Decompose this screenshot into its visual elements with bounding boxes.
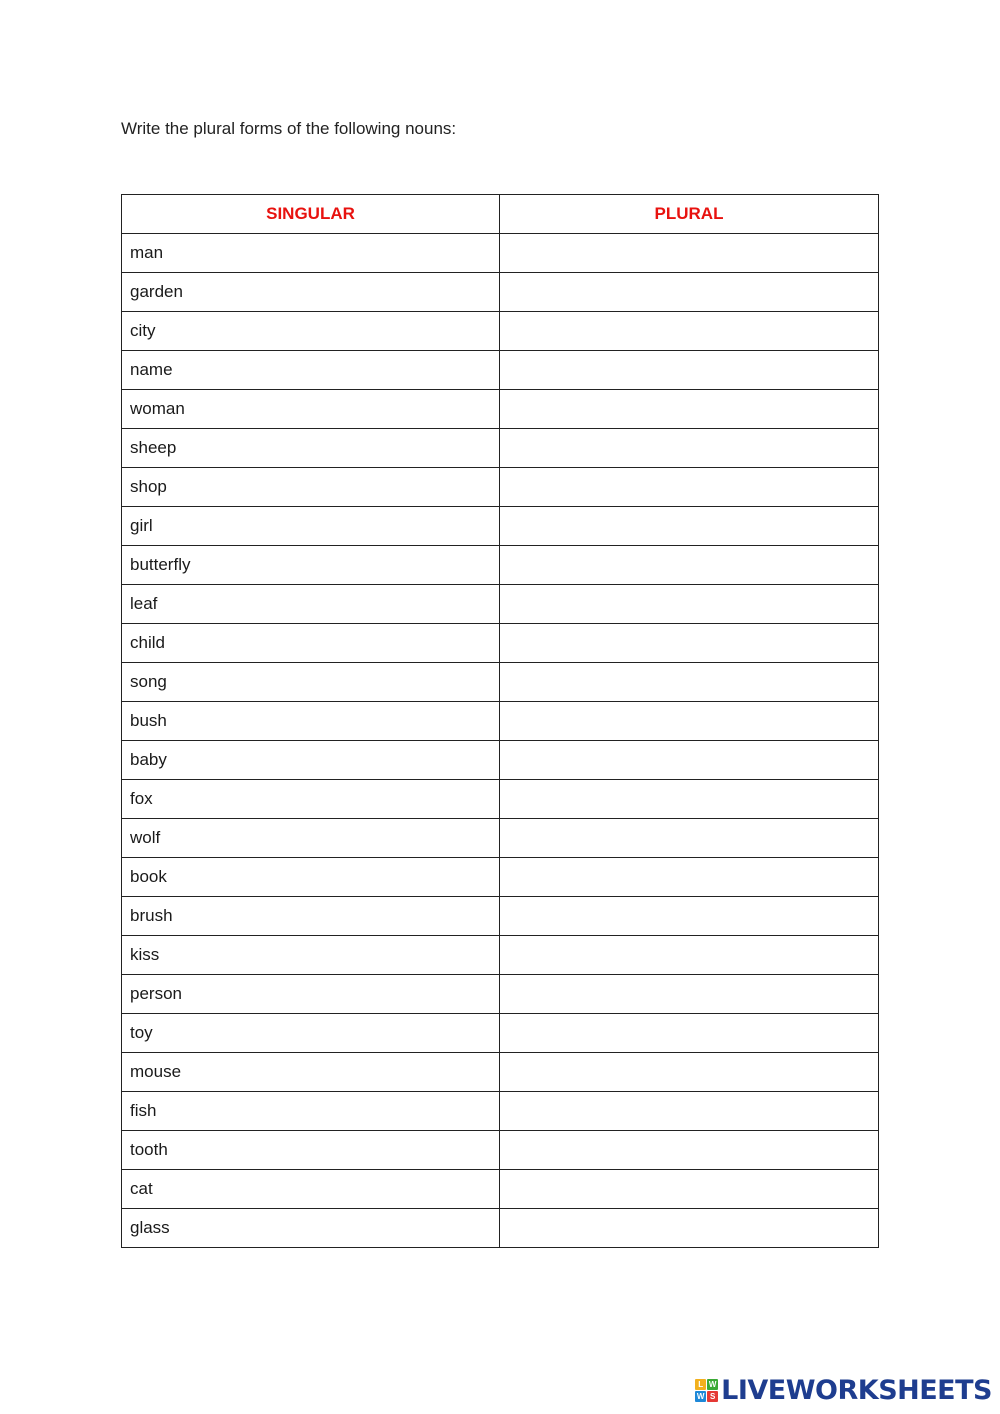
table-row	[122, 741, 879, 780]
plural-answer-field[interactable]	[500, 234, 879, 273]
plural-answer-field[interactable]	[500, 507, 879, 546]
plural-answer-field[interactable]	[500, 897, 879, 936]
table-row	[122, 585, 879, 624]
singular-word: mouse	[122, 1053, 500, 1092]
singular-word: person	[122, 975, 500, 1014]
table-row	[122, 858, 879, 897]
plural-answer-field[interactable]	[500, 1209, 879, 1248]
table-row	[122, 663, 879, 702]
plural-answer-field[interactable]	[500, 1053, 879, 1092]
logo-tile: W	[696, 1392, 705, 1401]
table-row	[122, 273, 879, 312]
singular-word: leaf	[122, 585, 500, 624]
brand-name: LIVEWORKSHEETS	[721, 1375, 992, 1406]
plural-answer-field[interactable]	[500, 624, 879, 663]
plural-answer-field[interactable]	[500, 663, 879, 702]
singular-word: baby	[122, 741, 500, 780]
plural-answer-field[interactable]	[500, 468, 879, 507]
plural-answer-field[interactable]	[500, 702, 879, 741]
singular-word: name	[122, 351, 500, 390]
singular-word: butterfly	[122, 546, 500, 585]
instruction-text: Write the plural forms of the following nouns:	[121, 119, 457, 138]
plural-answer-field[interactable]	[500, 780, 879, 819]
table-row	[122, 780, 879, 819]
singular-word: glass	[122, 1209, 500, 1248]
logo-tile: L	[695, 1379, 706, 1390]
singular-word: book	[122, 858, 500, 897]
table-row	[122, 936, 879, 975]
plural-answer-field[interactable]	[500, 273, 879, 312]
table-row	[122, 1092, 879, 1131]
liveworksheets-logo-icon	[695, 1379, 718, 1402]
singular-word: woman	[122, 390, 500, 429]
singular-word: fish	[122, 1092, 500, 1131]
singular-word: girl	[122, 507, 500, 546]
table-row	[122, 390, 879, 429]
plural-answer-field[interactable]	[500, 1014, 879, 1053]
singular-word: cat	[122, 1170, 500, 1209]
table-row	[122, 507, 879, 546]
table-row	[122, 975, 879, 1014]
plural-answer-field[interactable]	[500, 429, 879, 468]
table-row	[122, 1131, 879, 1170]
singular-word: wolf	[122, 819, 500, 858]
plural-answer-field[interactable]	[500, 1092, 879, 1131]
singular-word: garden	[122, 273, 500, 312]
singular-word: song	[122, 663, 500, 702]
table-row	[122, 819, 879, 858]
plural-answer-field[interactable]	[500, 741, 879, 780]
singular-word: man	[122, 234, 500, 273]
plural-answer-field[interactable]	[500, 1170, 879, 1209]
logo-tile: W	[708, 1380, 717, 1389]
logo-tile: S	[707, 1391, 718, 1402]
plural-answer-field[interactable]	[500, 819, 879, 858]
table-row	[122, 234, 879, 273]
table-row	[122, 897, 879, 936]
singular-word: sheep	[122, 429, 500, 468]
plural-answer-field[interactable]	[500, 390, 879, 429]
table-row	[122, 312, 879, 351]
plural-header: PLURAL	[500, 195, 879, 234]
singular-word: toy	[122, 1014, 500, 1053]
plural-answer-field[interactable]	[500, 858, 879, 897]
singular-word: city	[122, 312, 500, 351]
plural-answer-field[interactable]	[500, 1131, 879, 1170]
table-row	[122, 1053, 879, 1092]
plural-table	[121, 194, 879, 1248]
singular-word: shop	[122, 468, 500, 507]
table-header-row	[122, 195, 879, 234]
singular-header: SINGULAR	[122, 195, 500, 234]
liveworksheets-brand	[695, 1375, 992, 1406]
plural-answer-field[interactable]	[500, 975, 879, 1014]
plural-answer-field[interactable]	[500, 585, 879, 624]
singular-word: bush	[122, 702, 500, 741]
plural-answer-field[interactable]	[500, 312, 879, 351]
table-row	[122, 702, 879, 741]
singular-word: fox	[122, 780, 500, 819]
table-row	[122, 1170, 879, 1209]
table-row	[122, 546, 879, 585]
singular-word: tooth	[122, 1131, 500, 1170]
table-row	[122, 429, 879, 468]
singular-word: child	[122, 624, 500, 663]
table-row	[122, 468, 879, 507]
table-row	[122, 624, 879, 663]
plural-answer-field[interactable]	[500, 546, 879, 585]
singular-word: brush	[122, 897, 500, 936]
singular-word: kiss	[122, 936, 500, 975]
table-row	[122, 351, 879, 390]
plural-answer-field[interactable]	[500, 936, 879, 975]
table-row	[122, 1014, 879, 1053]
table-row	[122, 1209, 879, 1248]
plural-answer-field[interactable]	[500, 351, 879, 390]
